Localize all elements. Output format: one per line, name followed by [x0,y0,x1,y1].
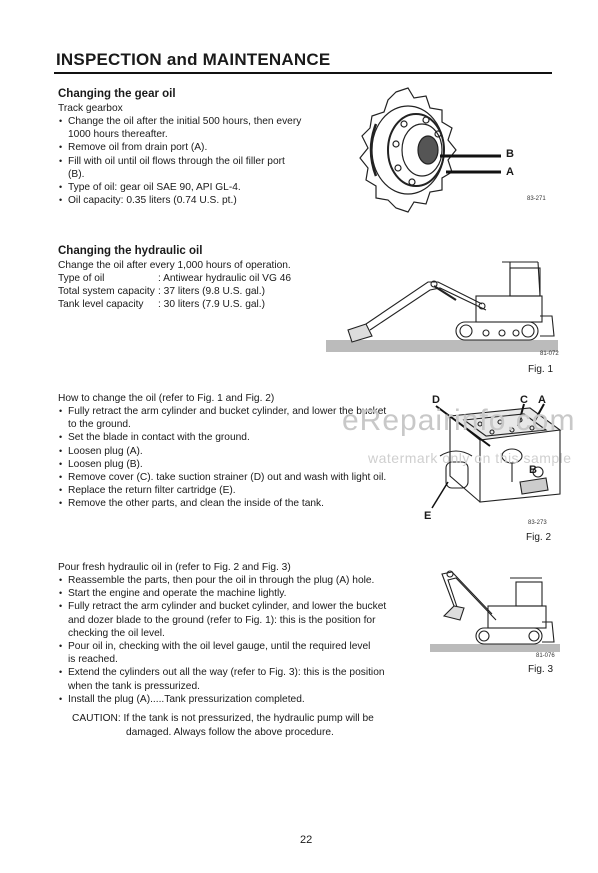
howto-intro: How to change the oil (refer to Fig. 1 and Fig. 2) [58,393,275,404]
list-item: • Replace the return filter cartridge (E). [58,484,418,497]
fig3-caption: Fig. 3 [528,664,554,675]
list-item-continued: 1000 hours thereafter. [68,129,168,141]
fig-code-2: 83-273 [528,520,547,526]
label-b: B [506,148,514,160]
fig-code-3: 81-076 [536,653,555,659]
caution-line-2: damaged. Always follow the above procedure. [126,727,334,738]
list-item-continued: and dozer blade to the ground (refer to Fig. 1): this is the position for [68,614,376,626]
spec-value: : 37 liters (9.8 U.S. gal.) [158,286,266,298]
label-d: D [432,394,440,406]
watermark: eRepairinfo.com [342,404,576,437]
gear-subheading: Track gearbox [58,103,123,114]
title-rule [54,72,552,74]
label-e: E [424,510,432,522]
list-item: • Remove the other parts, and clean the inside of the tank. [58,497,418,510]
label-b2: B [529,464,537,476]
spec-key: Total system capacity [58,286,155,298]
list-item: • Loosen plug (B). [58,458,418,471]
list-item: • Start the engine and operate the machine lightly. [58,587,418,600]
hydraulic-specs [58,272,318,312]
list-item: • Fully retract the arm cylinder and bucket cylinder, and lower the bucket [58,405,418,418]
label-a: A [506,166,514,178]
pour-list [58,574,418,706]
list-item: • Extend the cylinders out all the way (refer to Fig. 3): this is the position [58,666,418,679]
fig2-caption: Fig. 2 [526,532,552,543]
list-item: • Change the oil after the initial 500 hours, then every [58,115,318,128]
list-item-continued: to the ground. [68,419,131,431]
page-title: INSPECTION and MAINTENANCE [56,50,331,69]
page-number: 22 [300,834,313,846]
list-item: • Pour oil in, checking with the oil level gauge, until the required level [58,640,418,653]
watermark-note: watermark only on this sample [368,450,572,466]
list-item: • Install the plug (A).....Tank pressurization completed. [58,693,418,706]
list-item: • Loosen plug (A). [58,445,418,458]
label-a2: A [538,394,546,406]
list-item: • Oil capacity: 0.35 liters (0.74 U.S. pt.) [58,194,318,207]
spec-value: : Antiwear hydraulic oil VG 46 [158,273,292,284]
caution-line-1: CAUTION: If the tank is not pressurized, the hydraulic pump will be [72,713,374,724]
fig1-caption: Fig. 1 [528,364,554,375]
list-item: • Reassemble the parts, then pour the oil in through the plug (A) hole. [58,574,418,587]
pour-intro: Pour fresh hydraulic oil in (refer to Fig. 2 and Fig. 3) [58,562,291,573]
gearbox-drawing [356,84,556,214]
fig-code-gear: 83-271 [527,196,546,202]
excavator-fig1-drawing [326,256,558,356]
spec-key: Type of oil [58,273,105,284]
list-item: • Remove cover (C). take suction strainer (D) out and wash with light oil. [58,471,418,484]
gear-heading: Changing the gear oil [58,88,176,100]
list-item: • Type of oil: gear oil SAE 90, API GL-4. [58,181,318,194]
fig-code-1: 81-072 [540,351,559,357]
spec-key: Tank level capacity [58,299,144,311]
hydraulic-heading: Changing the hydraulic oil [58,245,203,257]
list-item-continued: checking the oil level. [68,627,165,639]
list-item: • Fill with oil until oil flows through the oil filler port [58,155,318,168]
hydraulic-intro: Change the oil after every 1,000 hours of operation. [58,260,291,271]
excavator-fig3-drawing [430,560,560,660]
label-c: C [520,394,528,406]
list-item: • Set the blade in contact with the ground. [58,431,418,444]
list-item: • Remove oil from drain port (A). [58,141,318,154]
gear-list [58,115,318,207]
list-item: • Fully retract the arm cylinder and bucket cylinder, and lower the bucket [58,600,418,613]
spec-value: : 30 liters (7.9 U.S. gal.) [158,299,266,311]
list-item-continued: when the tank is pressurized. [68,680,200,692]
list-item-continued: (B). [68,168,85,180]
list-item-continued: is reached. [68,654,118,666]
